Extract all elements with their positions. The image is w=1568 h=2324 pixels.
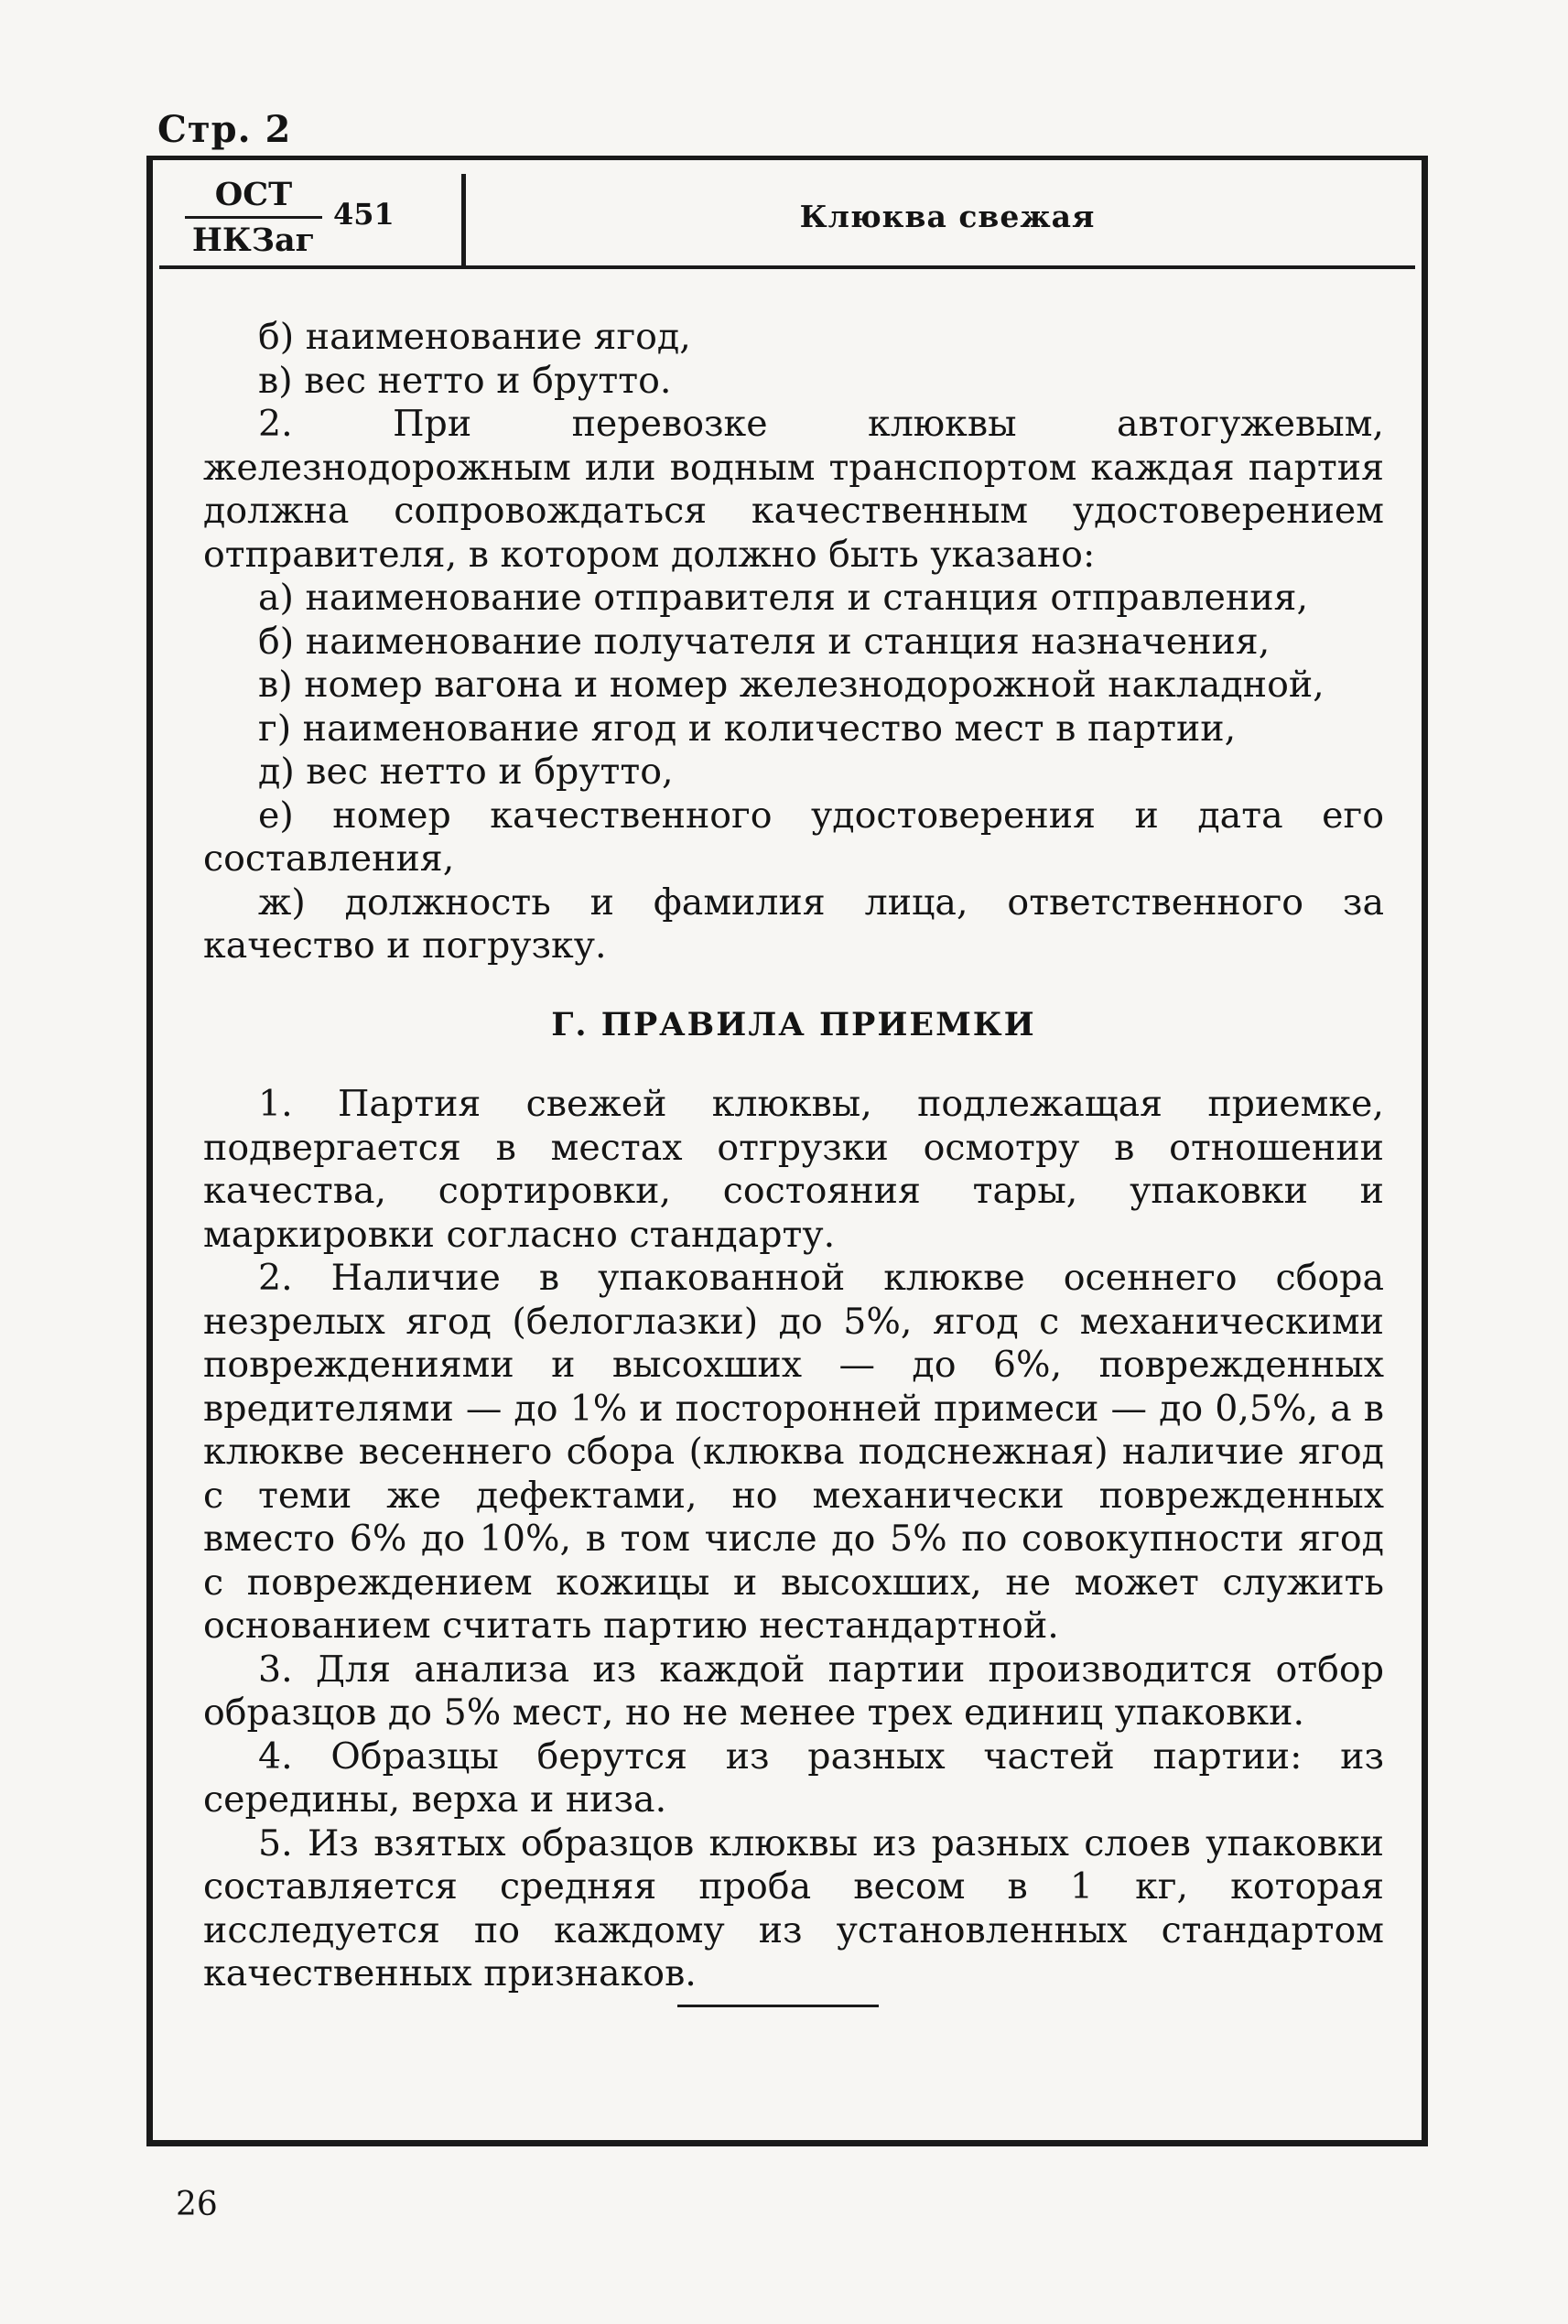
standard-denominator: НКЗаг — [191, 222, 316, 259]
list-item: б) наименование ягод, — [258, 316, 691, 358]
page-label: Стр. 2 — [157, 108, 292, 151]
list-item: б) наименование получателя и станция назначения, — [258, 620, 1271, 663]
standard-code — [185, 176, 322, 259]
paragraph: 5. Из взятых образцов клюквы из разных слоев упаковки составляется средняя проба весом в 1 кг, которая исследуется по каждому из установленных стандартом качественных признаков. — [203, 1821, 1384, 1994]
list-item: е) номер качественного удостоверения и дата его составления, — [203, 794, 1384, 880]
paragraph: 2. При перевозке клюквы автогужевым, железнодорожным или водным транспортом каждая партия должна сопровождаться качественным удостоверением отправителя, в котором должно быть указано: — [203, 403, 1384, 576]
page-frame — [146, 156, 1428, 2146]
header-divider — [461, 174, 466, 265]
list-item: в) вес нетто и брутто. — [258, 359, 672, 402]
list-item: г) наименование ягод и количество мест в партии, — [258, 707, 1237, 750]
page-number: 26 — [176, 2186, 218, 2223]
standard-numerator: ОСТ — [185, 178, 322, 219]
list-item: д) вес нетто и брутто, — [258, 751, 674, 793]
list-item: в) номер вагона и номер железнодорожной накладной, — [258, 664, 1325, 706]
section-heading: Г. ПРАВИЛА ПРИЕМКИ — [551, 1005, 1036, 1043]
document-header — [159, 160, 1415, 269]
paragraph: 2. Наличие в упакованной клюкве осеннего сбора незрелых ягод (белоглазки) до 5%, ягод с механическими повреждениями и высохших — до 6%, поврежденных вредителями — до 1% и посторонней примеси — до 0,5%, а в клюкве весеннего сбора (клюква подснежная) наличие ягод с теми же дефектами, но механически поврежденных вместо 6% до 10%, в том числе до 5% по совокупности ягод с повреждением кожицы и высохших, не может служить основанием считать партию нестандартной. — [203, 1257, 1384, 1647]
document-body — [203, 316, 1384, 1996]
paragraph: 3. Для анализа из каждой партии производится отбор образцов до 5% мест, но не менее трех единиц упаковки. — [203, 1648, 1384, 1734]
standard-number: 451 — [333, 197, 395, 232]
paragraph: 1. Партия свежей клюквы, подлежащая приемке, подвергается в местах отгрузки осмотру в отношении качества, сортировки, состояния тары, упаковки и маркировки согласно стандарту. — [203, 1083, 1384, 1256]
paragraph: 4. Образцы берутся из разных частей партии: из середины, верха и низа. — [203, 1735, 1384, 1821]
list-item: ж) должность и фамилия лица, ответственного за качество и погрузку. — [203, 881, 1384, 967]
document-title: Клюква свежая — [799, 199, 1096, 234]
list-item: а) наименование отправителя и станция отправления, — [258, 577, 1309, 619]
end-divider — [677, 2005, 879, 2007]
